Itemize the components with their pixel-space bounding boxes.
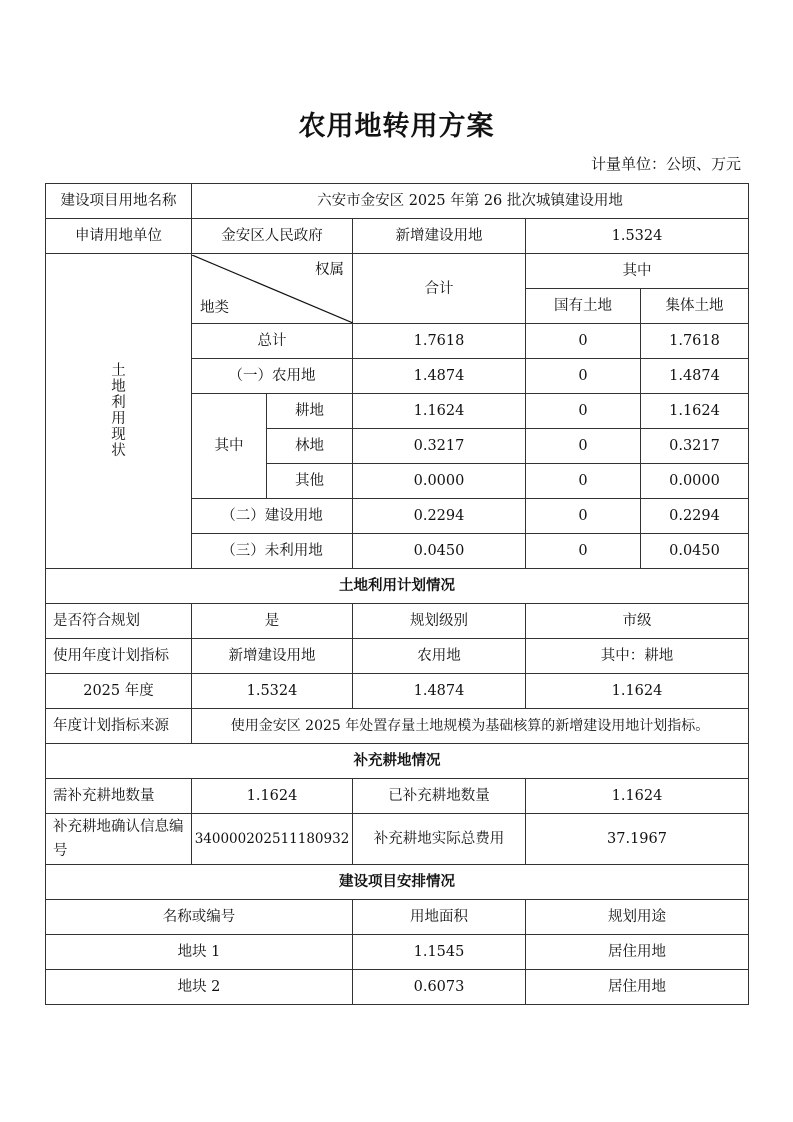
row-total: 0.3217 (353, 429, 526, 464)
row-label: 其他 (267, 464, 353, 499)
row-label: （三）未利用地 (192, 534, 353, 569)
row-collective: 1.4874 (641, 359, 749, 394)
row-state: 0 (526, 499, 641, 534)
parcel-name: 地块 1 (46, 935, 353, 970)
applicant-value: 金安区人民政府 (192, 219, 353, 254)
area-header: 用地面积 (353, 900, 526, 935)
level-label: 规划级别 (353, 604, 526, 639)
annual-col2: 农用地 (353, 639, 526, 674)
arrangement-section-row (46, 865, 749, 900)
confirm-label: 补充耕地确认信息编号 (46, 814, 192, 865)
conform-row (46, 604, 749, 639)
row-total: 1.4874 (353, 359, 526, 394)
source-row (46, 709, 749, 744)
year-row (46, 674, 749, 709)
need-value: 1.1624 (192, 779, 353, 814)
row-total: 0.0000 (353, 464, 526, 499)
row-collective: 0.0000 (641, 464, 749, 499)
row-label: 总计 (192, 324, 353, 359)
row-total: 1.1624 (353, 394, 526, 429)
confirm-value: 340000202511180932 (192, 814, 353, 865)
need-row (46, 779, 749, 814)
source-label: 年度计划指标来源 (46, 709, 192, 744)
row-label: （一）农用地 (192, 359, 353, 394)
row-collective: 0.3217 (641, 429, 749, 464)
land-status-section-label: 土地利用现状 (46, 254, 192, 569)
annual-row (46, 639, 749, 674)
conversion-table (45, 183, 749, 1005)
name-header: 名称或编号 (46, 900, 353, 935)
annual-label: 使用年度计划指标 (46, 639, 192, 674)
land-type-label: 地类 (200, 299, 229, 316)
row-label: 林地 (267, 429, 353, 464)
document-title: 农用地转用方案 (298, 111, 495, 142)
ownership-label: 权属 (315, 261, 344, 278)
row-label: 耕地 (267, 394, 353, 429)
parcel-use: 居住用地 (526, 970, 749, 1005)
row-state: 0 (526, 359, 641, 394)
level-value: 市级 (526, 604, 749, 639)
row-total: 0.0450 (353, 534, 526, 569)
done-value: 1.1624 (526, 779, 749, 814)
row-collective: 1.7618 (641, 324, 749, 359)
annual-col1: 新增建设用地 (192, 639, 353, 674)
year-col3: 1.1624 (526, 674, 749, 709)
arrangement-section-title: 建设项目安排情况 (46, 865, 749, 900)
state-owned-header: 国有土地 (526, 289, 641, 324)
table-row (46, 970, 749, 1005)
new-construction-value: 1.5324 (526, 219, 749, 254)
project-name-value: 六安市金安区 2025 年第 26 批次城镇建设用地 (192, 184, 749, 219)
table-row (46, 935, 749, 970)
row-state: 0 (526, 534, 641, 569)
parcel-area: 0.6073 (353, 970, 526, 1005)
source-value: 使用金安区 2025 年处置存量土地规模为基础核算的新增建设用地计划指标。 (192, 709, 749, 744)
applicant-row (46, 219, 749, 254)
cost-value: 37.1967 (526, 814, 749, 865)
row-state: 0 (526, 394, 641, 429)
row-state: 0 (526, 464, 641, 499)
conform-value: 是 (192, 604, 353, 639)
cost-label: 补充耕地实际总费用 (353, 814, 526, 865)
unit-label: 计量单位：公顷、万元 (590, 155, 741, 173)
supplement-section-row (46, 744, 749, 779)
supplement-section-title: 补充耕地情况 (46, 744, 749, 779)
row-state: 0 (526, 429, 641, 464)
conform-label: 是否符合规划 (46, 604, 192, 639)
row-label: （二）建设用地 (192, 499, 353, 534)
annual-col3: 其中：耕地 (526, 639, 749, 674)
plan-section-title: 土地利用计划情况 (46, 569, 749, 604)
total-header: 合计 (353, 254, 526, 324)
year-label: 2025 年度 (46, 674, 192, 709)
project-name-label: 建设项目用地名称 (46, 184, 192, 219)
need-label: 需补充耕地数量 (46, 779, 192, 814)
parcel-use: 居住用地 (526, 935, 749, 970)
row-total: 1.7618 (353, 324, 526, 359)
new-construction-label: 新增建设用地 (353, 219, 526, 254)
diagonal-header-cell (192, 254, 353, 324)
plan-section-row (46, 569, 749, 604)
collective-header: 集体土地 (641, 289, 749, 324)
parcel-area: 1.1545 (353, 935, 526, 970)
done-label: 已补充耕地数量 (353, 779, 526, 814)
row-total: 0.2294 (353, 499, 526, 534)
parcel-name: 地块 2 (46, 970, 353, 1005)
of-which-label: 其中 (192, 394, 267, 499)
year-col2: 1.4874 (353, 674, 526, 709)
of-which-header: 其中 (526, 254, 749, 289)
applicant-label: 申请用地单位 (46, 219, 192, 254)
row-state: 0 (526, 324, 641, 359)
arrangement-header-row (46, 900, 749, 935)
land-status-header-row (46, 254, 749, 289)
use-header: 规划用途 (526, 900, 749, 935)
row-collective: 1.1624 (641, 394, 749, 429)
row-collective: 0.0450 (641, 534, 749, 569)
row-collective: 0.2294 (641, 499, 749, 534)
year-col1: 1.5324 (192, 674, 353, 709)
confirm-row (46, 814, 749, 865)
project-name-row (46, 184, 749, 219)
